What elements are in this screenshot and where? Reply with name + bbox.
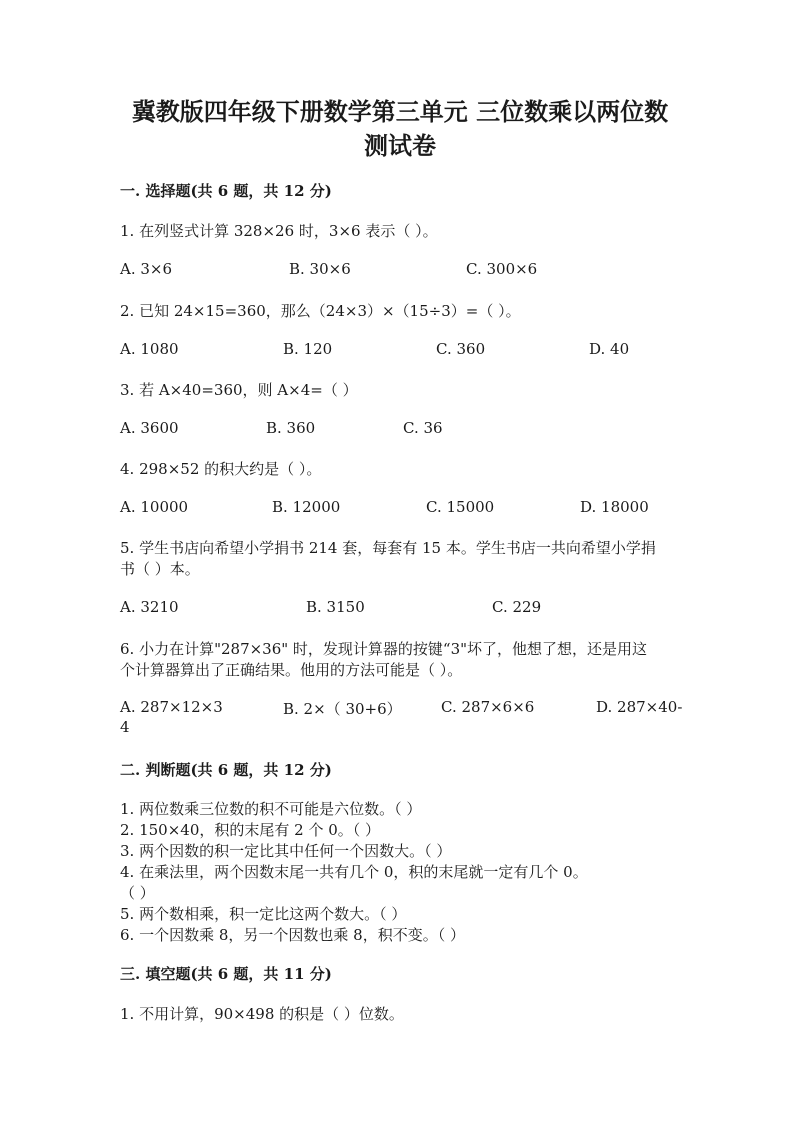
fill-question-1: 1. 不用计算，90×498 的积是（ ）位数。 bbox=[120, 1005, 404, 1023]
judge-item-5: 5. 两个数相乘，积一定比这两个数大。（ ） bbox=[120, 905, 407, 923]
option-6d: D. 287×40- bbox=[596, 698, 683, 716]
judge-item-2: 2. 150×40，积的末尾有 2 个 0。（ ） bbox=[120, 821, 381, 839]
option-1b: B. 30×6 bbox=[289, 260, 351, 278]
question-6-line2: 个计算器算出了正确结果。他用的方法可能是（ ）。 bbox=[120, 661, 463, 679]
judge-item-1: 1. 两位数乘三位数的积不可能是六位数。（ ） bbox=[120, 800, 422, 818]
question-5-line2: 书（ ）本。 bbox=[120, 560, 200, 578]
question-5-line1: 5. 学生书店向希望小学捐书 214 套，每套有 15 本。学生书店一共向希望小学捐 bbox=[120, 539, 656, 557]
option-6b: B. 2×（ 30+6） bbox=[283, 700, 402, 718]
option-3a: A. 3600 bbox=[120, 419, 179, 437]
option-4b: B. 12000 bbox=[272, 498, 341, 516]
question-6-line1: 6. 小力在计算"287×36" 时，发现计算器的按键“3"坏了，他想了想，还是用这 bbox=[120, 640, 648, 658]
section-heading-choice: 一. 选择题(共 6 题，共 12 分) bbox=[120, 182, 332, 200]
section-heading-fill: 三. 填空题(共 6 题，共 11 分) bbox=[120, 965, 332, 983]
option-2a: A. 1080 bbox=[120, 340, 179, 358]
judge-item-4-cont: （ ） bbox=[120, 884, 155, 902]
option-2b: B. 120 bbox=[283, 340, 333, 358]
option-1c: C. 300×6 bbox=[466, 260, 538, 278]
page-title-line2: 测试卷 bbox=[364, 131, 436, 160]
option-4c: C. 15000 bbox=[426, 498, 495, 516]
option-4a: A. 10000 bbox=[120, 498, 189, 516]
option-3c: C. 36 bbox=[403, 419, 443, 437]
option-1a: A. 3×6 bbox=[120, 260, 173, 278]
question-2: 2. 已知 24×15=360，那么（24×3）×（15÷3）=（ ）。 bbox=[120, 302, 521, 320]
option-4d: D. 18000 bbox=[580, 498, 649, 516]
question-4: 4. 298×52 的积大约是（ ）。 bbox=[120, 460, 322, 478]
section-heading-judge: 二. 判断题(共 6 题，共 12 分) bbox=[120, 761, 332, 779]
option-5a: A. 3210 bbox=[120, 598, 179, 616]
option-3b: B. 360 bbox=[266, 419, 316, 437]
question-1: 1. 在列竖式计算 328×26 时，3×6 表示（ ）。 bbox=[120, 222, 438, 240]
judge-item-4: 4. 在乘法里，两个因数末尾一共有几个 0，积的末尾就一定有几个 0。 bbox=[120, 863, 588, 881]
option-6a: A. 287×12×3 bbox=[120, 698, 223, 716]
option-2d: D. 40 bbox=[589, 340, 630, 358]
option-2c: C. 360 bbox=[436, 340, 486, 358]
judge-item-6: 6. 一个因数乘 8，另一个因数也乘 8，积不变。（ ） bbox=[120, 926, 465, 944]
option-5b: B. 3150 bbox=[306, 598, 365, 616]
page-title: 冀教版四年级下册数学第三单元 三位数乘以两位数 bbox=[131, 97, 669, 126]
judge-item-3: 3. 两个因数的积一定比其中任何一个因数大。（ ） bbox=[120, 842, 452, 860]
option-6c: C. 287×6×6 bbox=[441, 698, 535, 716]
option-5c: C. 229 bbox=[492, 598, 542, 616]
option-6d-wrap: 4 bbox=[120, 718, 130, 736]
question-3: 3. 若 A×40=360，则 A×4=（ ） bbox=[120, 381, 358, 399]
